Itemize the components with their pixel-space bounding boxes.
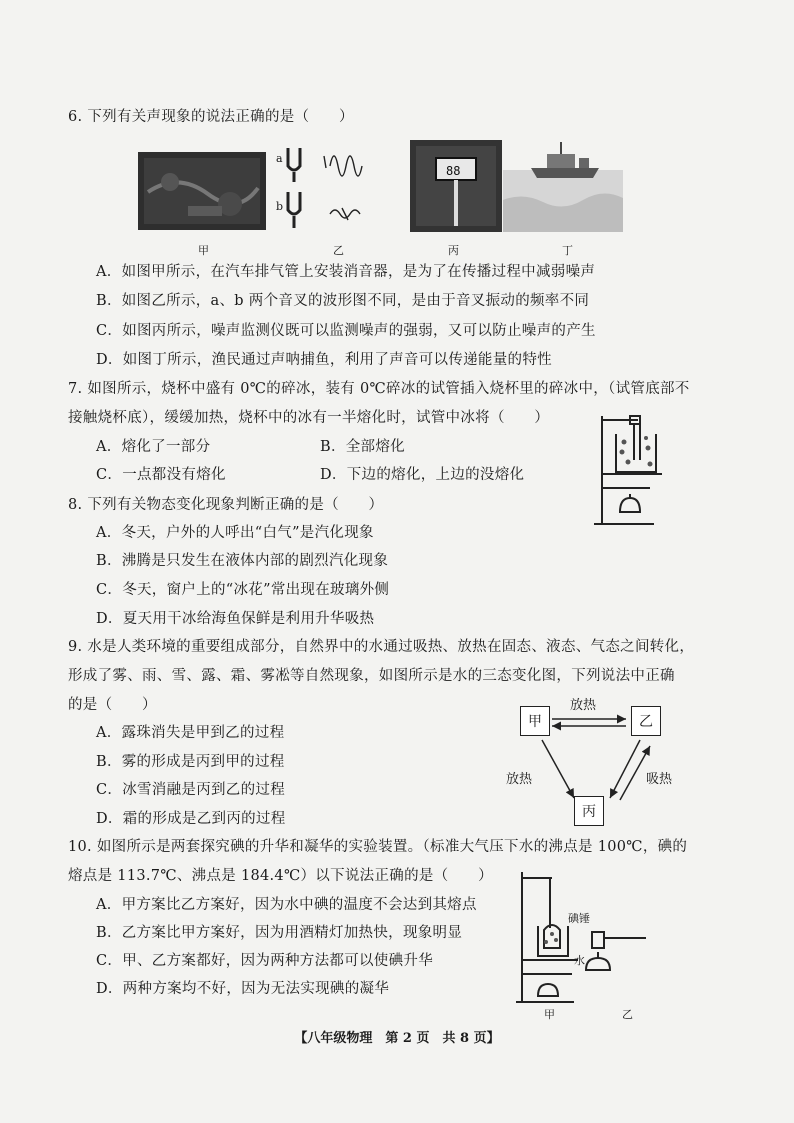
q6-fork-label-b: b (276, 200, 284, 213)
q6-option-a: A．如图甲所示，在汽车排气管上安装消音器，是为了在传播过程中减弱噪声 (96, 264, 596, 280)
q9-node-bing: 丙 (574, 796, 604, 826)
q8-stem: 8. 下列有关物态变化现象判断正确的是（ ） (68, 497, 384, 513)
q6-caption-jia: 甲 (198, 244, 209, 257)
q9-option-d: D．霜的形成是乙到丙的过程 (96, 811, 286, 827)
q9-node-yi: 乙 (631, 706, 661, 736)
q10-iodine-tube-label: 碘锤 (568, 912, 590, 925)
q7-heating-apparatus (590, 408, 670, 528)
q9-stem-line1: 9. 水是人类环境的重要组成部分，自然界中的水通过吸热、放热在固态、液态、气态之间转化， (68, 639, 695, 655)
q7-stem-line1: 7. 如图所示，烧杯中盛有 0℃的碎冰，装有 0℃碎冰的试管插入烧杯里的碎冰中，（试管底部不 (68, 381, 690, 397)
q6-option-b: B．如图乙所示，a、b 两个音叉的波形图不同，是由于音叉振动的频率不同 (96, 293, 590, 309)
q9-label-top: 放热 (570, 698, 597, 713)
q10-caption-yi: 乙 (622, 1008, 633, 1021)
q6-caption-bing: 丙 (448, 244, 459, 257)
q9-option-c: C．冰雪消融是丙到乙的过程 (96, 782, 285, 798)
q9-stem-line3: 的是（ ） (68, 697, 157, 713)
page-footer: 【八年级物理 第 2 页 共 8 页】 (294, 1031, 500, 1046)
q6-figure-yi (274, 140, 384, 236)
q9-label-left: 放热 (506, 772, 533, 787)
q8-option-b: B．沸腾是只发生在液体内部的剧烈汽化现象 (96, 553, 389, 569)
q9-node-jia: 甲 (520, 706, 550, 736)
q10-stem-line1: 10. 如图所示是两套探究碘的升华和凝华的实验装置。（标准大气压下水的沸点是 100℃，碘的 (68, 839, 688, 855)
q9-option-a: A．露珠消失是甲到乙的过程 (96, 725, 285, 741)
q10-option-a: A．甲方案比乙方案好，因为水中碘的温度不会达到其熔点 (96, 897, 477, 913)
q6-figure-bing (410, 140, 502, 232)
q6-figure-jia (138, 152, 266, 230)
q8-option-a: A．冬天，户外的人呼出“白气”是汽化现象 (96, 525, 374, 541)
svg-text:88: 88 (446, 164, 461, 178)
q7-option-d: D．下边的熔化，上边的没熔化 (320, 467, 525, 483)
q6-caption-yi: 乙 (333, 244, 344, 257)
q10-apparatus (516, 868, 686, 1021)
q6-fork-label-a: a (276, 152, 283, 165)
q10-water-label: 水 (574, 954, 585, 967)
q8-option-d: D．夏天用干冰给海鱼保鲜是利用升华吸热 (96, 611, 375, 627)
q9-state-diagram (500, 690, 680, 830)
q7-option-c: C．一点都没有熔化 (96, 467, 226, 483)
q6-option-d: D．如图丁所示，渔民通过声呐捕鱼，利用了声音可以传递能量的特性 (96, 352, 552, 368)
q9-option-b: B．雾的形成是丙到甲的过程 (96, 754, 285, 770)
q6-option-c: C．如图丙所示，噪声监测仪既可以监测噪声的强弱，又可以防止噪声的产生 (96, 323, 596, 339)
q10-stem-line2: 熔点是 113.7℃、沸点是 184.4℃）以下说法正确的是（ ） (68, 868, 493, 884)
q9-stem-line2: 形成了雾、雨、雪、露、霜、雾凇等自然现象，如图所示是水的三态变化图，下列说法中正确 (68, 668, 675, 684)
q7-option-b: B．全部熔化 (320, 439, 405, 455)
q10-option-c: C．甲、乙方案都好，因为两种方法都可以使碘升华 (96, 953, 433, 969)
q6-stem: 6. 下列有关声现象的说法正确的是（ ） (68, 109, 354, 125)
q10-caption-jia: 甲 (544, 1008, 555, 1021)
q6-figure-ding (503, 140, 623, 232)
q9-label-right: 吸热 (646, 772, 673, 787)
q10-option-d: D．两种方案均不好，因为无法实现碘的凝华 (96, 981, 390, 997)
q7-stem-line2: 接触烧杯底），缓缓加热，烧杯中的冰有一半熔化时，试管中冰将（ ） (68, 410, 550, 426)
q6-caption-ding: 丁 (562, 244, 573, 257)
q8-option-c: C．冬天，窗户上的“冰花”常出现在玻璃外侧 (96, 582, 390, 598)
q7-option-a: A．熔化了一部分 (96, 439, 211, 455)
q10-option-b: B．乙方案比甲方案好，因为用酒精灯加热快，现象明显 (96, 925, 463, 941)
